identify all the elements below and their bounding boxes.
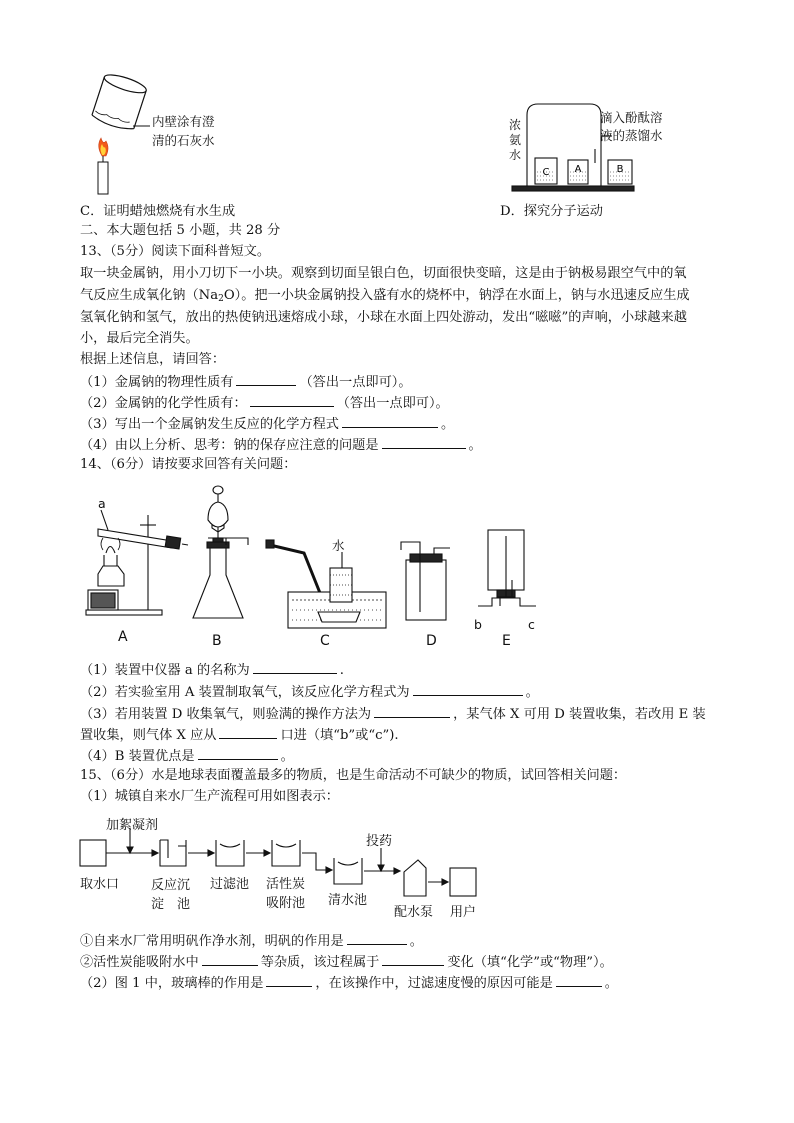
q14-label-c: c xyxy=(528,617,535,632)
q14-label-b: b xyxy=(474,617,482,632)
q15-blank-2[interactable] xyxy=(202,952,258,966)
q15-blank-3[interactable] xyxy=(382,952,444,966)
apparatus-label-b: B xyxy=(212,633,222,649)
figc-caption: C．证明蜡烛燃烧有水生成 xyxy=(80,204,236,219)
q13-para-3: 氢氧化钠和氢气，放出的热使钠迅速熔成小球，小球在水面上四处游动，发出“嗞嗞”的声响，小球越来越 xyxy=(80,310,687,325)
q15-sub-2: （2）图 1 中，玻璃棒的作用是 ，在该操作中，过滤速度慢的原因可能是 。 xyxy=(80,973,618,993)
q13-sub-4: （4）由以上分析、思考：钠的保存应注意的问题是 。 xyxy=(80,435,482,455)
q13-header: 13、（5分）阅读下面科普短文。 xyxy=(80,244,271,259)
q14-label-a: a xyxy=(98,496,106,511)
flow-sediment-2: 淀 池 xyxy=(151,897,191,912)
figd-left-label: 浓氨水 xyxy=(509,118,522,162)
q14-sub-4: （4）B 装置优点是 。 xyxy=(80,746,294,766)
beaker-c-label: C xyxy=(542,167,550,178)
q14-sub-2: （2）若实验室用 A 装置制取氧气，该反应化学方程式为 。 xyxy=(80,682,539,702)
q13-sub-1: （1）金属钠的物理性质有 （答出一点即可）。 xyxy=(80,372,412,392)
q15-blank-5[interactable] xyxy=(556,973,602,987)
beaker-a-label: A xyxy=(574,164,582,175)
q14-label-water: 水 xyxy=(332,538,345,553)
q14-header: 14、（6分）请按要求回答有关问题： xyxy=(80,457,297,472)
figd-caption: D．探究分子运动 xyxy=(500,204,603,219)
q13-sub-3: （3）写出一个金属钠发生反应的化学方程式 。 xyxy=(80,414,454,434)
apparatus-label-a: A xyxy=(118,629,128,645)
flow-user: 用户 xyxy=(450,905,477,920)
apparatus-label-c: C xyxy=(320,633,330,649)
flow-sediment-1: 反应沉 xyxy=(151,878,191,893)
flow-intake: 取水口 xyxy=(80,877,120,892)
q14-sub-3: （3）若用装置 D 收集氧气，则验满的操作方法为 ，某气体 X 可用 D 装置收集，若改用 E 装 xyxy=(80,704,706,724)
q15-sub-1: （1）城镇自来水厂生产流程可用如图表示： xyxy=(80,789,339,804)
q14-sub-1: （1）装置中仪器 a 的名称为 . xyxy=(80,660,344,680)
q15-blank-4[interactable] xyxy=(266,973,312,987)
q13-prompt: 根据上述信息，请回答： xyxy=(80,352,226,367)
flow-clear: 清水池 xyxy=(328,893,368,908)
q13-para-1: 取一块金属钠，用小刀切下一小块。观察到切面呈银白色，切面很快变暗，这是由于钠极易跟空气中的氧 xyxy=(80,266,687,281)
apparatus-label-d: D xyxy=(426,633,437,649)
q13-sub-2: （2）金属钠的化学性质有： （答出一点即可）。 xyxy=(80,393,449,413)
q15-c2: ②活性炭能吸附水中 等杂质，该过程属于 变化（填“化学”或“物理”）。 xyxy=(80,952,613,972)
flow-carbon-1: 活性炭 xyxy=(266,877,306,892)
apparatus-label-e: E xyxy=(502,633,511,649)
figd-right-label-1: 滴入酚酞溶 xyxy=(600,110,663,125)
figc-label-1: 内壁涂有澄 xyxy=(152,114,215,129)
figc-label-2: 清的石灰水 xyxy=(152,133,215,148)
flow-carbon-2: 吸附池 xyxy=(266,896,306,911)
figd-right-label-2: 液的蒸馏水 xyxy=(600,128,663,143)
flow-add-coagulant: 加絮凝剂 xyxy=(106,818,159,833)
beaker-b-label: B xyxy=(616,164,624,175)
q13-para-4: 小，最后完全消失。 xyxy=(80,331,199,346)
q15-header: 15、（6分）水是地球表面覆盖最多的物质，也是生命活动不可缺少的物质，试回答相关问题： xyxy=(80,768,627,783)
q14-sub-3b: 置收集，则气体 X 应从 口进（填“b”或“c”). xyxy=(80,725,399,745)
q15-blank-1[interactable] xyxy=(347,931,407,945)
section-2-title: 二、本大题包括 5 小题，共 28 分 xyxy=(80,223,281,238)
flow-filter: 过滤池 xyxy=(210,877,250,892)
flow-pump: 配水泵 xyxy=(394,905,434,920)
flow-add-chemical: 投药 xyxy=(366,834,393,849)
q13-para-2: 气反应生成氧化钠$(Na_2O)$。把一小块金属钠投入盛有水的烧杯中，钠浮在水面上，钠与水迅速反应生成 xyxy=(80,288,690,304)
q15-c1: ①自来水厂常用明矾作净水剂，明矾的作用是 。 xyxy=(80,931,423,951)
